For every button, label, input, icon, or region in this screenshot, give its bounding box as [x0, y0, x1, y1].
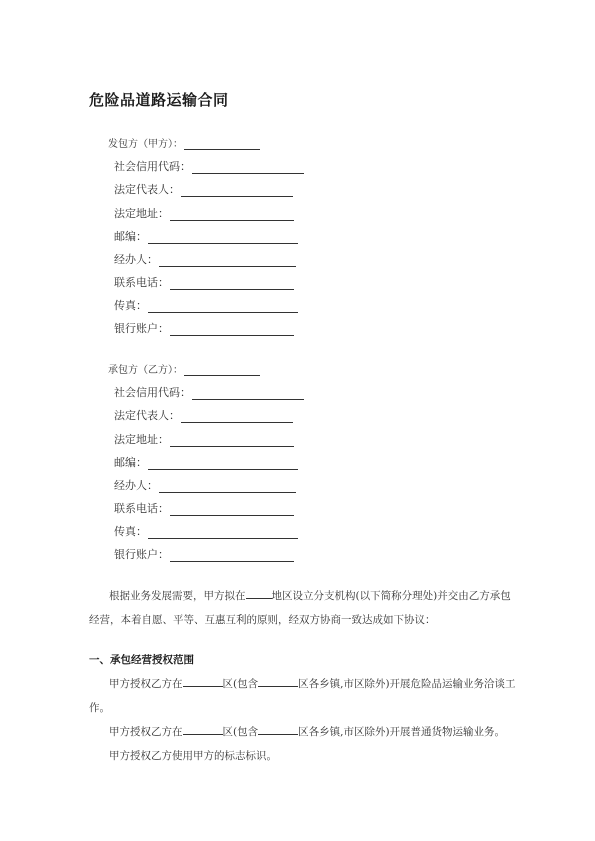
region-blank	[258, 676, 298, 687]
party-b-credit-code-field	[114, 384, 304, 400]
party-b-handler-field	[114, 477, 296, 493]
document-title: 危险品道路运输合同	[89, 91, 229, 109]
para-text: 甲方授权乙方在	[109, 726, 183, 738]
field-blank	[181, 410, 293, 423]
field-blank	[170, 277, 294, 290]
party-a-address-field	[114, 205, 294, 221]
party-a-bank-account-field	[114, 320, 294, 336]
region-blank	[246, 588, 272, 599]
field-label: 银行账户：	[114, 548, 169, 561]
field-blank	[148, 231, 298, 244]
field-blank	[159, 480, 296, 493]
party-a-handler-field	[114, 251, 296, 267]
field-label: 社会信用代码：	[114, 160, 191, 173]
party-b-blank	[184, 363, 260, 376]
party-a-phone-field	[114, 274, 294, 290]
region-blank	[183, 724, 223, 735]
intro-text-1: 根据业务发展需要，甲方拟在	[109, 590, 246, 602]
field-label: 联系电话：	[114, 276, 169, 289]
para-text: 区(包含	[222, 678, 259, 690]
party-a-credit-code-field	[114, 158, 304, 174]
para-text: 区各乡镇,市区除外)开展危险品运输业务洽谈工作。	[89, 678, 516, 714]
field-label: 法定地址：	[114, 433, 169, 446]
party-b-bank-account-field	[114, 546, 294, 562]
party-b-address-field	[114, 431, 294, 447]
field-blank	[148, 300, 298, 313]
field-blank	[170, 503, 294, 516]
field-label: 邮编：	[114, 230, 147, 243]
field-label: 法定地址：	[114, 207, 169, 220]
field-label: 法定代表人：	[114, 183, 180, 196]
field-blank	[170, 434, 294, 447]
field-label: 传真：	[114, 525, 147, 538]
section-1-heading: 一、承包经营授权范围	[89, 654, 194, 666]
field-blank	[148, 457, 298, 470]
party-b-postcode-field	[114, 454, 298, 470]
field-label: 传真：	[114, 299, 147, 312]
party-a-postcode-field	[114, 228, 298, 244]
field-blank	[170, 549, 294, 562]
party-b-phone-field	[114, 500, 294, 516]
field-label: 银行账户：	[114, 322, 169, 335]
para-text: 甲方授权乙方在	[109, 678, 183, 690]
party-b-label: 承包方（乙方）：	[108, 365, 183, 376]
party-a-blank	[184, 137, 260, 150]
party-a-fax-field	[114, 297, 298, 313]
section-1-paragraph-1	[89, 672, 519, 720]
field-blank	[192, 387, 304, 400]
party-b-legal-rep-field	[114, 407, 293, 423]
party-a-heading	[108, 136, 260, 150]
section-1-paragraph-2	[89, 720, 519, 744]
field-blank	[148, 526, 298, 539]
para-text: 区各乡镇,市区除外)开展普通货物运输业务。	[298, 726, 506, 738]
party-b-fax-field	[114, 523, 298, 539]
field-blank	[170, 323, 294, 336]
field-blank	[192, 161, 304, 174]
field-label: 经办人：	[114, 479, 158, 492]
intro-paragraph	[89, 584, 519, 632]
field-blank	[181, 184, 293, 197]
field-label: 邮编：	[114, 456, 147, 469]
para-text: 区(包含	[222, 726, 259, 738]
intro-text-2: 地区设立分支机构(以下简称分理处)并交由乙方承包经营，本着自愿、平等、互惠互利的原则，经双方协商一致达成如下协议：	[89, 590, 511, 626]
section-1-paragraph-3: 甲方授权乙方使用甲方的标志标识。	[109, 750, 277, 762]
region-blank	[258, 724, 298, 735]
party-b-heading	[108, 362, 260, 376]
field-blank	[170, 208, 294, 221]
field-label: 经办人：	[114, 253, 158, 266]
party-a-legal-rep-field	[114, 181, 293, 197]
party-a-label: 发包方（甲方）：	[108, 139, 183, 150]
field-blank	[159, 254, 296, 267]
field-label: 法定代表人：	[114, 409, 180, 422]
region-blank	[183, 676, 223, 687]
field-label: 社会信用代码：	[114, 386, 191, 399]
field-label: 联系电话：	[114, 502, 169, 515]
